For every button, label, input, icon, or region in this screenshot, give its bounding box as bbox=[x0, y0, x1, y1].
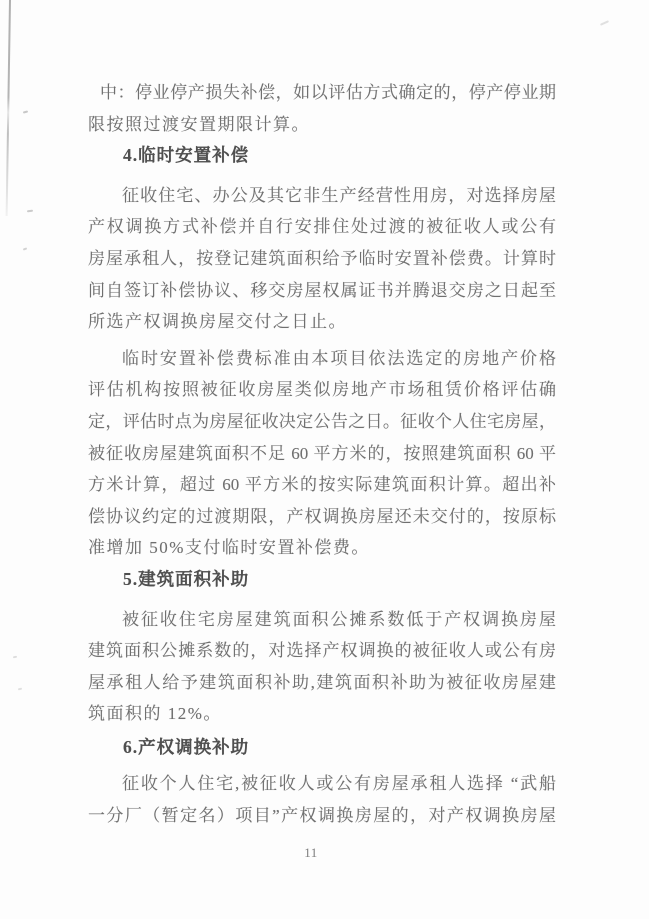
text-line: 筑面积的 12%。 bbox=[88, 704, 222, 724]
scan-artifact-speck bbox=[23, 247, 27, 250]
heading-5: 5.建筑面积补助 bbox=[123, 568, 250, 589]
text-line: 建筑面积公摊系数的，对选择产权调换的被征收人或公有房 bbox=[88, 641, 556, 661]
text-line: 征收住宅、办公及其它非生产经营性用房，对选择房屋 bbox=[122, 185, 556, 205]
text-line: 评估机构按照被征收房屋类似房地产市场租赁价格评估确 bbox=[88, 380, 556, 400]
para-business-loss-continuation bbox=[88, 77, 556, 140]
scan-artifact-speck bbox=[23, 110, 28, 113]
text-line: 所选产权调换房屋交付之日止。 bbox=[88, 312, 347, 332]
scan-artifact-speck bbox=[600, 20, 609, 25]
text-line: 限按照过渡安置期限计算。 bbox=[88, 114, 310, 134]
text-line: 产权调换方式补偿并自行安排住处过渡的被征收人或公有 bbox=[88, 217, 556, 237]
page-number: 11 bbox=[304, 845, 318, 860]
document-content bbox=[88, 77, 556, 832]
text-line: 一分厂（暂定名）项目”产权调换房屋的，对产权调换房屋 bbox=[88, 806, 556, 826]
scan-artifact-speck bbox=[13, 656, 17, 659]
text-line: 偿协议约定的过渡期限，产权调换房屋还未交付的，按原标 bbox=[88, 506, 556, 526]
text-line: 准增加 50%支付临时安置补偿费。 bbox=[88, 538, 370, 558]
text-line: 间自签订补偿协议、移交房屋权属证书并腾退交房之日起至 bbox=[88, 280, 556, 300]
text-line: 中：停业停产损失补偿，如以评估方式确定的，停产停业期 bbox=[100, 83, 556, 102]
para-temporary-fee-standard bbox=[88, 343, 556, 564]
text-line: 方米计算，超过 60 平方米的按实际建筑面积计算。超出补 bbox=[88, 475, 556, 495]
para-temporary-resettlement bbox=[88, 180, 556, 338]
para-property-exchange-subsidy bbox=[88, 768, 556, 831]
para-building-area-subsidy bbox=[88, 604, 556, 730]
text-line: 屋承租人给予建筑面积补助,建筑面积补助为被征收房屋建 bbox=[88, 672, 556, 692]
text-line: 房屋承租人，按登记建筑面积给予临时安置补偿费。计算时 bbox=[88, 248, 556, 268]
scan-artifact-speck bbox=[27, 210, 33, 213]
scan-artifact-edge-line bbox=[6, 0, 11, 216]
text-line: 被征收房屋建筑面积不足 60 平方米的，按照建筑面积 60 平 bbox=[88, 443, 556, 463]
text-line: 征收个人住宅,被征收人或公有房屋承租人选择 “武船 bbox=[122, 774, 556, 794]
text-line: 被征收住宅房屋建筑面积公摊系数低于产权调换房屋 bbox=[122, 609, 556, 629]
heading-6: 6.产权调换补助 bbox=[123, 736, 250, 757]
text-line: 定，评估时点为房屋征收决定公告之日。征收个人住宅房屋， bbox=[88, 411, 556, 431]
scan-artifact-speck bbox=[18, 688, 22, 691]
text-line: 临时安置补偿费标准由本项目依法选定的房地产价格 bbox=[122, 348, 556, 368]
heading-4: 4.临时安置补偿 bbox=[123, 145, 250, 166]
